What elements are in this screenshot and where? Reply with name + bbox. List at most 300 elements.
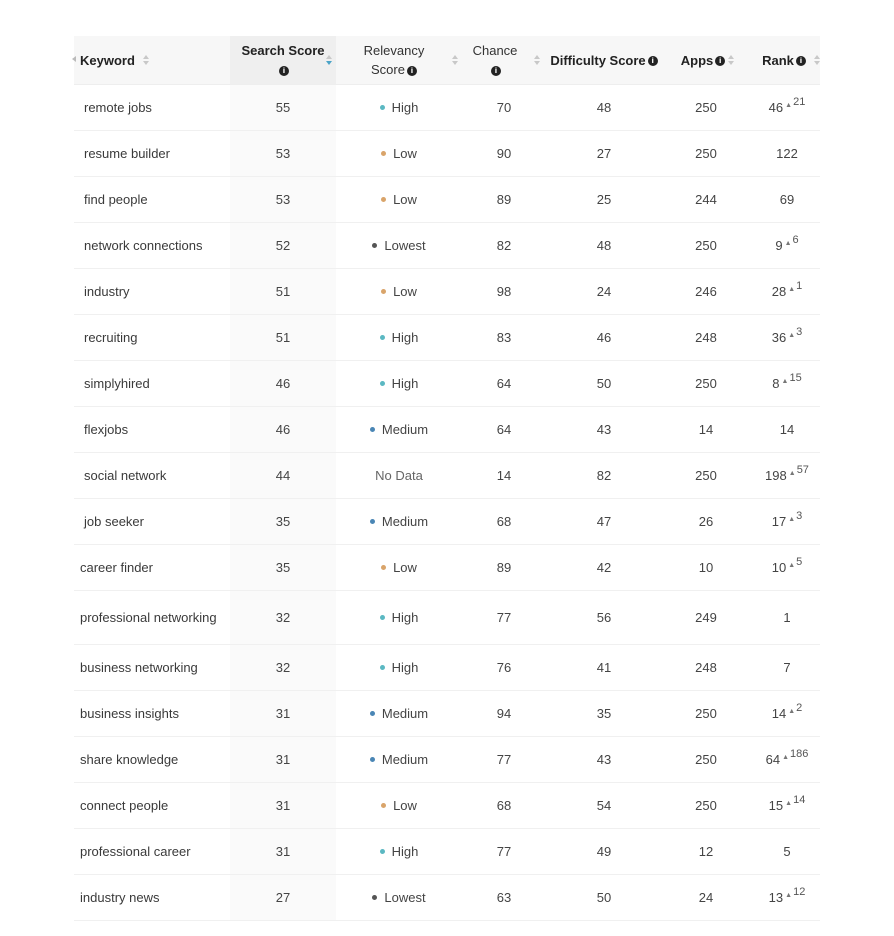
chance-cell-value: 68 (496, 798, 512, 813)
relevancy-cell (336, 223, 462, 268)
difficulty-cell (546, 315, 662, 360)
table-row[interactable] (74, 85, 820, 131)
difficulty-cell-value: 43 (596, 422, 612, 437)
search-score-cell-value: 35 (275, 514, 291, 529)
relevancy-dot-icon (380, 335, 385, 340)
header-difficulty-label: Difficulty Score (550, 52, 646, 68)
search-score-cell-value: 32 (275, 660, 291, 675)
relevancy-dot-icon (381, 151, 386, 156)
header-search-score-label: Search Score (241, 43, 325, 58)
apps-cell-value: 10 (698, 560, 714, 575)
chance-cell (462, 691, 546, 736)
relevancy-dot-icon (380, 615, 385, 620)
search-score-cell-value: 52 (275, 238, 291, 253)
header-chance[interactable] (462, 36, 528, 84)
rank-cell (754, 315, 820, 360)
rank-value: 28 (771, 284, 787, 299)
keyword-text: network connections (84, 237, 203, 253)
search-score-cell (230, 499, 336, 544)
table-row[interactable] (74, 315, 820, 361)
relevancy-dot-icon (380, 105, 385, 110)
keyword-text: remote jobs (84, 99, 152, 115)
relevancy-cell (336, 315, 462, 360)
search-score-cell (230, 223, 336, 268)
apps-cell (670, 131, 742, 176)
chance-cell-value: 98 (496, 284, 512, 299)
rank-change-value: 6 (792, 233, 799, 246)
info-icon[interactable]: i (491, 66, 501, 76)
relevancy-label: Low (393, 560, 417, 575)
search-score-cell (230, 361, 336, 406)
difficulty-cell-value: 35 (596, 706, 612, 721)
apps-cell (670, 453, 742, 498)
difficulty-cell-value: 42 (596, 560, 612, 575)
rank-value: 5 (783, 844, 791, 859)
apps-cell-value: 12 (698, 844, 714, 859)
relevancy-cell (336, 783, 462, 828)
relevancy-label: High (391, 610, 419, 625)
relevancy-cell (336, 177, 462, 222)
search-score-cell-value: 31 (275, 798, 291, 813)
sort-icon[interactable] (534, 53, 540, 67)
apps-cell (670, 591, 742, 644)
keyword-cell[interactable] (84, 407, 224, 452)
keyword-cell[interactable] (80, 545, 220, 590)
search-score-cell-value: 53 (275, 146, 291, 161)
table-body (74, 85, 820, 921)
rank-change-value: 57 (796, 463, 809, 476)
keyword-text: social network (84, 467, 167, 483)
chance-cell (462, 737, 546, 782)
apps-cell (670, 361, 742, 406)
sort-icon[interactable] (143, 53, 149, 67)
keyword-cell[interactable] (84, 315, 224, 360)
rank-cell (754, 875, 820, 920)
relevancy-dot-icon (370, 757, 375, 762)
search-score-cell (230, 875, 336, 920)
sort-icon[interactable] (814, 53, 820, 67)
header-rank[interactable] (754, 36, 814, 84)
relevancy-dot-icon (380, 381, 385, 386)
apps-cell (670, 875, 742, 920)
relevancy-cell (336, 269, 462, 314)
difficulty-cell-value: 50 (596, 890, 612, 905)
header-rank-label: Rank (762, 52, 794, 68)
keyword-cell[interactable] (80, 829, 220, 874)
search-score-cell (230, 691, 336, 736)
table-row[interactable] (74, 407, 820, 453)
table-row[interactable] (74, 177, 820, 223)
difficulty-cell-value: 48 (596, 238, 612, 253)
relevancy-label: High (391, 844, 419, 859)
sort-desc-icon[interactable] (326, 53, 332, 67)
difficulty-cell (546, 691, 662, 736)
rank-change-value: 3 (796, 325, 803, 338)
chance-cell (462, 269, 546, 314)
table-row[interactable] (74, 361, 820, 407)
rank-cell (754, 177, 820, 222)
keyword-text: share knowledge (80, 751, 179, 767)
rank-cell (754, 269, 820, 314)
keyword-text: industry news (80, 889, 160, 905)
rank-value: 198 (765, 468, 787, 483)
rank-cell (754, 829, 820, 874)
rank-cell (754, 645, 820, 690)
relevancy-cell (336, 361, 462, 406)
difficulty-cell (546, 269, 662, 314)
rank-up-icon: ▲ (782, 754, 790, 761)
relevancy-dot-icon (381, 197, 386, 202)
apps-cell-value: 14 (698, 422, 714, 437)
search-score-cell (230, 829, 336, 874)
keyword-table (74, 36, 820, 921)
keyword-text: business insights (80, 705, 179, 721)
difficulty-cell (546, 499, 662, 544)
keyword-text: business networking (80, 659, 198, 675)
table-row[interactable] (74, 499, 820, 545)
header-difficulty-score[interactable] (546, 36, 662, 84)
keyword-text: recruiting (84, 329, 138, 345)
keyword-text: industry (84, 283, 130, 299)
difficulty-cell-value: 41 (596, 660, 612, 675)
rank-cell (754, 737, 820, 782)
rank-change-value: 5 (796, 555, 803, 568)
search-score-cell-value: 31 (275, 752, 291, 767)
chance-cell (462, 453, 546, 498)
sort-icon[interactable] (452, 53, 458, 67)
apps-cell-value: 250 (695, 468, 717, 483)
chance-cell (462, 645, 546, 690)
apps-cell (670, 783, 742, 828)
difficulty-cell (546, 591, 662, 644)
apps-cell (670, 737, 742, 782)
keyword-cell[interactable] (80, 591, 220, 644)
apps-cell (670, 829, 742, 874)
chance-cell (462, 591, 546, 644)
rank-up-icon: ▲ (788, 562, 796, 569)
keyword-cell[interactable] (80, 737, 220, 782)
table-row[interactable] (74, 783, 820, 829)
chance-cell-value: 63 (496, 890, 512, 905)
chance-cell (462, 315, 546, 360)
header-apps[interactable] (670, 36, 736, 84)
rank-up-icon: ▲ (788, 516, 796, 523)
chance-cell (462, 875, 546, 920)
keyword-text: professional networking (80, 609, 217, 625)
relevancy-dot-icon (381, 803, 386, 808)
keyword-cell[interactable] (84, 177, 224, 222)
rank-up-icon: ▲ (781, 378, 789, 385)
apps-cell (670, 499, 742, 544)
relevancy-cell (336, 545, 462, 590)
rank-cell (754, 691, 820, 736)
relevancy-cell (336, 691, 462, 736)
rank-value: 64 (765, 752, 781, 767)
chance-cell-value: 14 (496, 468, 512, 483)
difficulty-cell (546, 223, 662, 268)
apps-cell-value: 250 (695, 752, 717, 767)
relevancy-cell (336, 829, 462, 874)
rank-value: 122 (776, 146, 798, 161)
relevancy-cell (336, 645, 462, 690)
search-score-cell-value: 46 (275, 376, 291, 391)
difficulty-cell (546, 783, 662, 828)
apps-cell-value: 250 (695, 238, 717, 253)
table-row[interactable] (74, 223, 820, 269)
apps-cell (670, 269, 742, 314)
apps-cell-value: 250 (695, 100, 717, 115)
apps-cell (670, 545, 742, 590)
search-score-cell-value: 27 (275, 890, 291, 905)
apps-cell (670, 223, 742, 268)
chance-cell-value: 90 (496, 146, 512, 161)
rank-change-value: 3 (796, 509, 803, 522)
rank-change-value: 186 (790, 747, 809, 760)
keyword-cell[interactable] (84, 85, 224, 130)
relevancy-label: High (391, 330, 419, 345)
keyword-cell[interactable] (80, 645, 220, 690)
rank-value: 69 (779, 192, 795, 207)
keyword-text: flexjobs (84, 421, 129, 437)
relevancy-label: Medium (381, 752, 429, 767)
search-score-cell (230, 315, 336, 360)
search-score-cell (230, 85, 336, 130)
chance-cell (462, 361, 546, 406)
difficulty-cell-value: 24 (596, 284, 612, 299)
difficulty-cell-value: 56 (596, 610, 612, 625)
relevancy-label: High (391, 376, 419, 391)
difficulty-cell-value: 43 (596, 752, 612, 767)
relevancy-cell (336, 499, 462, 544)
relevancy-dot-icon (381, 565, 386, 570)
difficulty-cell-value: 82 (596, 468, 612, 483)
difficulty-cell (546, 85, 662, 130)
search-score-cell (230, 645, 336, 690)
search-score-cell-value: 55 (275, 100, 291, 115)
chance-cell-value: 89 (496, 192, 512, 207)
difficulty-cell (546, 177, 662, 222)
sort-icon[interactable] (728, 53, 734, 67)
difficulty-cell-value: 50 (596, 376, 612, 391)
keyword-text: find people (84, 191, 148, 207)
search-score-cell-value: 32 (275, 610, 291, 625)
search-score-cell (230, 737, 336, 782)
search-score-cell (230, 453, 336, 498)
rank-value: 14 (779, 422, 795, 437)
relevancy-cell (336, 591, 462, 644)
header-keyword[interactable] (80, 36, 230, 84)
relevancy-label: Medium (381, 422, 429, 437)
rank-value: 7 (783, 660, 791, 675)
rank-cell (754, 499, 820, 544)
header-keyword-label: Keyword (80, 52, 135, 68)
search-score-cell-value: 31 (275, 844, 291, 859)
chance-cell (462, 499, 546, 544)
rank-up-icon: ▲ (785, 800, 793, 807)
apps-cell-value: 250 (695, 798, 717, 813)
relevancy-label: No Data (375, 468, 423, 483)
relevancy-dot-icon (370, 711, 375, 716)
difficulty-cell-value: 47 (596, 514, 612, 529)
search-score-cell-value: 53 (275, 192, 291, 207)
relevancy-cell (336, 85, 462, 130)
rank-cell (754, 223, 820, 268)
header-search-score[interactable] (230, 36, 336, 84)
search-score-cell-value: 51 (275, 284, 291, 299)
rank-change-value: 1 (796, 279, 803, 292)
keyword-cell[interactable] (84, 453, 224, 498)
keyword-cell[interactable] (80, 691, 220, 736)
apps-cell (670, 177, 742, 222)
relevancy-label: Lowest (384, 238, 426, 253)
rank-cell (754, 131, 820, 176)
header-relevancy-score[interactable] (336, 36, 452, 84)
keyword-text: career finder (80, 559, 153, 575)
table-row[interactable] (74, 545, 820, 591)
search-score-cell (230, 591, 336, 644)
info-icon[interactable]: i (715, 56, 725, 66)
chance-cell-value: 82 (496, 238, 512, 253)
apps-cell (670, 85, 742, 130)
chance-cell-value: 77 (496, 844, 512, 859)
table-row[interactable] (74, 691, 820, 737)
rank-cell (754, 361, 820, 406)
rank-up-icon: ▲ (788, 708, 796, 715)
keyword-cell[interactable] (80, 783, 220, 828)
difficulty-cell-value: 49 (596, 844, 612, 859)
relevancy-label: Medium (381, 706, 429, 721)
rank-change-value: 14 (793, 793, 806, 806)
table-row[interactable] (74, 269, 820, 315)
rank-value: 36 (771, 330, 787, 345)
search-score-cell-value: 44 (275, 468, 291, 483)
table-row[interactable] (74, 591, 820, 645)
keyword-text: job seeker (84, 513, 144, 529)
header-chance-label: Chance (472, 43, 518, 58)
table-row[interactable] (74, 875, 820, 921)
relevancy-label: Low (393, 192, 417, 207)
rank-up-icon: ▲ (788, 470, 796, 477)
keyword-cell[interactable] (84, 223, 224, 268)
relevancy-dot-icon (370, 427, 375, 432)
search-score-cell-value: 31 (275, 706, 291, 721)
rank-value: 17 (771, 514, 787, 529)
apps-cell-value: 246 (695, 284, 717, 299)
chance-cell (462, 407, 546, 452)
rank-up-icon: ▲ (784, 240, 792, 247)
search-score-cell (230, 783, 336, 828)
apps-cell-value: 248 (695, 660, 717, 675)
search-score-cell (230, 131, 336, 176)
rank-up-icon: ▲ (788, 286, 796, 293)
info-icon[interactable]: i (407, 66, 417, 76)
info-icon[interactable]: i (796, 56, 806, 66)
apps-cell-value: 249 (695, 610, 717, 625)
apps-cell-value: 250 (695, 706, 717, 721)
relevancy-cell (336, 737, 462, 782)
relevancy-dot-icon (372, 895, 377, 900)
info-icon[interactable]: i (279, 66, 289, 76)
chance-cell (462, 131, 546, 176)
rank-up-icon: ▲ (785, 102, 793, 109)
apps-cell (670, 315, 742, 360)
apps-cell-value: 26 (698, 514, 714, 529)
table-row[interactable] (74, 829, 820, 875)
chance-cell-value: 68 (496, 514, 512, 529)
rank-value: 46 (768, 100, 784, 115)
chance-cell (462, 783, 546, 828)
chance-cell-value: 64 (496, 376, 512, 391)
chance-cell-value: 77 (496, 610, 512, 625)
header-relevancy-label-2: Score (371, 62, 405, 77)
difficulty-cell (546, 131, 662, 176)
apps-cell-value: 24 (698, 890, 714, 905)
table-row[interactable] (74, 737, 820, 783)
keyword-text: resume builder (84, 145, 170, 161)
rank-value: 8 (772, 376, 780, 391)
rank-up-icon: ▲ (785, 892, 793, 899)
apps-cell-value: 250 (695, 376, 717, 391)
rank-cell (754, 407, 820, 452)
chance-cell-value: 70 (496, 100, 512, 115)
relevancy-cell (336, 407, 462, 452)
table-row[interactable] (74, 645, 820, 691)
apps-cell (670, 407, 742, 452)
difficulty-cell-value: 54 (596, 798, 612, 813)
relevancy-label: Low (393, 798, 417, 813)
apps-cell-value: 250 (695, 146, 717, 161)
keyword-cell[interactable] (84, 269, 224, 314)
rank-value: 10 (771, 560, 787, 575)
apps-cell-value: 244 (695, 192, 717, 207)
rank-value: 13 (768, 890, 784, 905)
relevancy-cell (336, 453, 462, 498)
table-header (74, 36, 820, 85)
search-score-cell (230, 545, 336, 590)
relevancy-dot-icon (370, 519, 375, 524)
header-relevancy-label-1: Relevancy (363, 43, 425, 58)
difficulty-cell-value: 46 (596, 330, 612, 345)
table-row[interactable] (74, 131, 820, 177)
difficulty-cell (546, 545, 662, 590)
table-row[interactable] (74, 453, 820, 499)
keyword-cell[interactable] (84, 131, 224, 176)
rank-value: 15 (768, 798, 784, 813)
keyword-cell[interactable] (84, 361, 224, 406)
relevancy-label: Medium (381, 514, 429, 529)
relevancy-dot-icon (380, 665, 385, 670)
difficulty-cell (546, 361, 662, 406)
search-score-cell-value: 35 (275, 560, 291, 575)
relevancy-label: Lowest (384, 890, 426, 905)
info-icon[interactable]: i (648, 56, 658, 66)
scroll-left-icon[interactable] (72, 56, 76, 62)
search-score-cell-value: 46 (275, 422, 291, 437)
keyword-cell[interactable] (84, 499, 224, 544)
chance-cell-value: 83 (496, 330, 512, 345)
search-score-cell (230, 269, 336, 314)
rank-cell (754, 545, 820, 590)
header-apps-label: Apps (680, 52, 714, 68)
keyword-cell[interactable] (80, 875, 220, 920)
relevancy-label: Low (393, 146, 417, 161)
relevancy-dot-icon (372, 243, 377, 248)
relevancy-dot-icon (381, 289, 386, 294)
relevancy-dot-icon (380, 849, 385, 854)
keyword-text: connect people (80, 797, 169, 813)
difficulty-cell (546, 737, 662, 782)
chance-cell-value: 77 (496, 752, 512, 767)
